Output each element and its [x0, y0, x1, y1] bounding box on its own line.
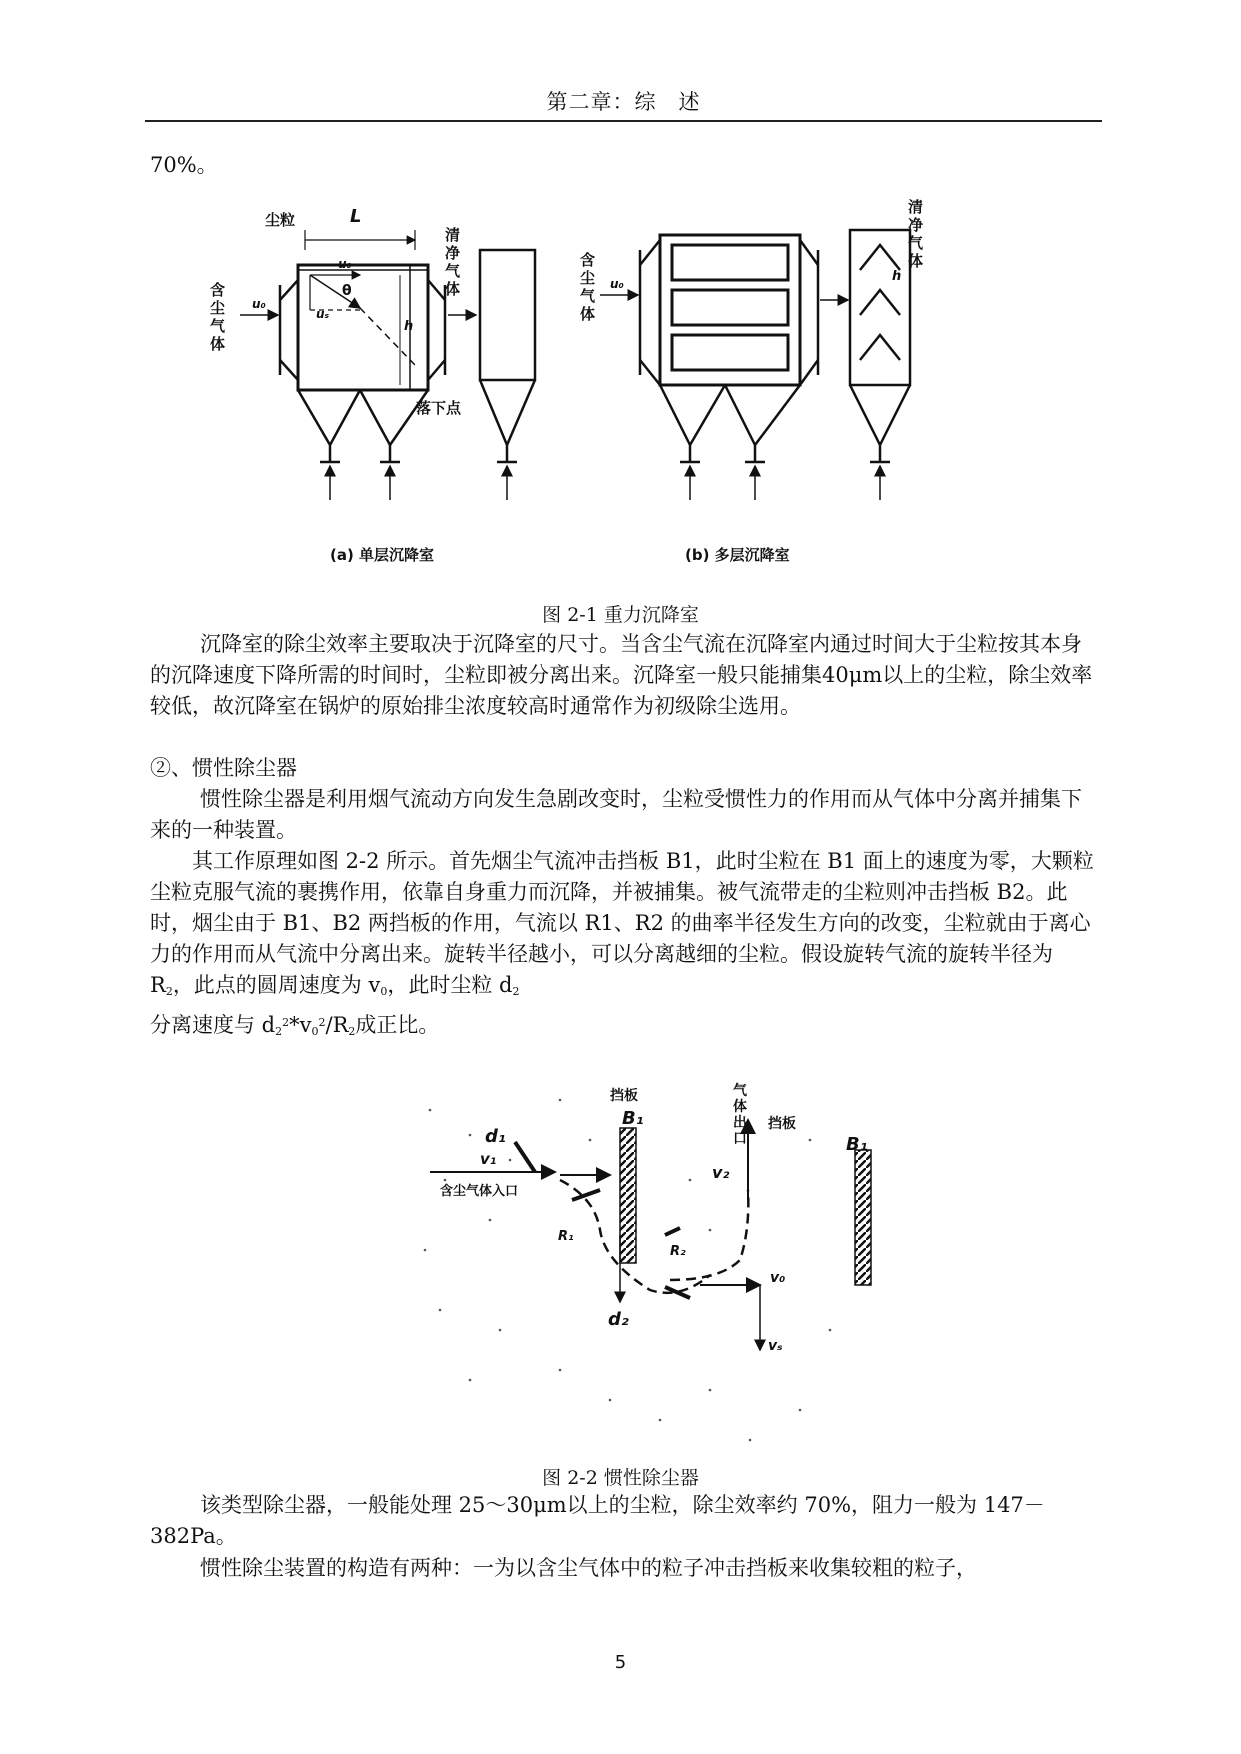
outlet-b-char-3: 气	[908, 234, 924, 252]
outlet-char-3: 气	[445, 262, 461, 280]
label-L: L	[350, 206, 362, 227]
outlet-char-2: 体	[733, 1099, 747, 1115]
label-v1: v₁	[480, 1150, 497, 1168]
label-d1: d₁	[485, 1126, 506, 1147]
paragraph-construction: 惯性除尘装置的构造有两种：一为以含尘气体中的粒子冲击挡板来收集较粗的粒子，	[200, 1556, 977, 1580]
inlet-b-char-3: 气	[580, 287, 596, 305]
paragraph-inertial-intro: 惯性除尘器是利用烟气流动方向发生急剧改变时，尘粒受惯性力的作用而从气体中分离并捕集下来的一种装置。	[150, 787, 1082, 842]
label-inlet: 含尘气体入口	[440, 1184, 519, 1199]
page-number: 5	[614, 1652, 627, 1673]
label-v0: v₀	[770, 1270, 786, 1286]
label-B1-second: B₁	[846, 1134, 868, 1155]
label-fall-point: 落下点	[416, 399, 462, 417]
outlet-b-char-4: 体	[908, 252, 924, 270]
label-d2: d₂	[608, 1309, 629, 1330]
label-h: h	[404, 319, 414, 334]
figure1-caption: 图 2-1 重力沉降室	[542, 604, 699, 626]
outlet-char-3: 出	[733, 1115, 747, 1131]
outlet-char-4: 体	[445, 280, 461, 298]
outlet-b-char-2: 净	[908, 216, 924, 234]
section-heading-inertial: ②、惯性除尘器	[150, 756, 297, 780]
label-dust: 尘粒	[265, 211, 296, 229]
paragraph-continuation: 70%。	[150, 153, 218, 177]
figure2-caption: 图 2-2 惯性除尘器	[542, 1467, 699, 1489]
label-vs: vₛ	[768, 1338, 783, 1354]
label-u0-inlet: u₀	[252, 297, 266, 311]
inlet-char-1: 含	[210, 281, 226, 299]
paragraph-working-principle: 其工作原理如图 2-2 所示。首先烟尘气流冲击挡板 B1，此时尘粒在 B1 面上的速度为零，大颗粒尘粒克服气流的裹携作用，依靠自身重力而沉降，并被捕集。被气流带走的尘粒则冲击挡板 B2。此时，烟尘由于 B1、B2 两挡板的作用，气流以 R1、R2 的曲率半径发生方向的改变，尘粒就由于离心力的作用而从气流中分离出来。旋转半径越小，可以分离越细的尘粒。假设旋转气流的旋转半径为 $R_2$，此点的圆周速度为 $v_0$，此时尘粒 $d_2$ 分离速度与 $d_2^2*v_0^2/R_2$成正比。	[150, 849, 1094, 1038]
label-baffle-2: 挡板	[768, 1116, 796, 1132]
inlet-b-char-1: 含	[580, 251, 596, 269]
figure-gravity-settling-chamber	[210, 198, 1020, 580]
paragraph-performance: 该类型除尘器，一般能处理 25～30μm以上的尘粒，除尘效率约 70%，阻力一般为 147－382Pa。	[150, 1493, 1045, 1548]
outlet-char-1: 清	[445, 226, 461, 244]
label-baffle-1: 挡板	[610, 1088, 638, 1104]
inlet-char-4: 体	[210, 335, 226, 353]
inlet-b-char-2: 尘	[580, 269, 596, 287]
label-R2: R₂	[670, 1244, 686, 1259]
label-h-b: h	[892, 269, 902, 284]
running-header: 第二章：综 述	[546, 90, 701, 114]
outlet-char-4: 口	[733, 1131, 747, 1147]
inlet-char-2: 尘	[210, 299, 226, 317]
paragraph-settling-efficiency: 沉降室的除尘效率主要取决于沉降室的尺寸。当含尘气流在沉降室内通过时间大于尘粒按其本身的沉降速度下降所需的时间时，尘粒即被分离出来。沉降室一般只能捕集40μm以上的尘粒，除尘效率较低，故沉降室在锅炉的原始排尘浓度较高时通常作为初级除尘选用。	[150, 632, 1093, 718]
label-u0-b: u₀	[610, 277, 624, 291]
label-u0: u₀	[338, 257, 352, 271]
outlet-char-1: 气	[733, 1083, 747, 1099]
inlet-b-char-4: 体	[580, 305, 596, 323]
label-us: uₛ	[316, 307, 330, 321]
outlet-char-2: 净	[445, 244, 461, 262]
outlet-b-char-1: 清	[908, 198, 924, 216]
subcaption-a: (a) 单层沉降室	[330, 546, 435, 564]
figure-inertial-dust-collector	[410, 1080, 880, 1460]
inlet-char-3: 气	[210, 317, 226, 335]
label-R1: R₁	[558, 1229, 574, 1244]
label-B1: B₁	[622, 1108, 644, 1129]
label-theta: θ	[342, 283, 352, 299]
header-rule	[145, 120, 1102, 122]
subcaption-b: (b) 多层沉降室	[685, 546, 790, 564]
label-v2: v₂	[712, 1163, 730, 1182]
